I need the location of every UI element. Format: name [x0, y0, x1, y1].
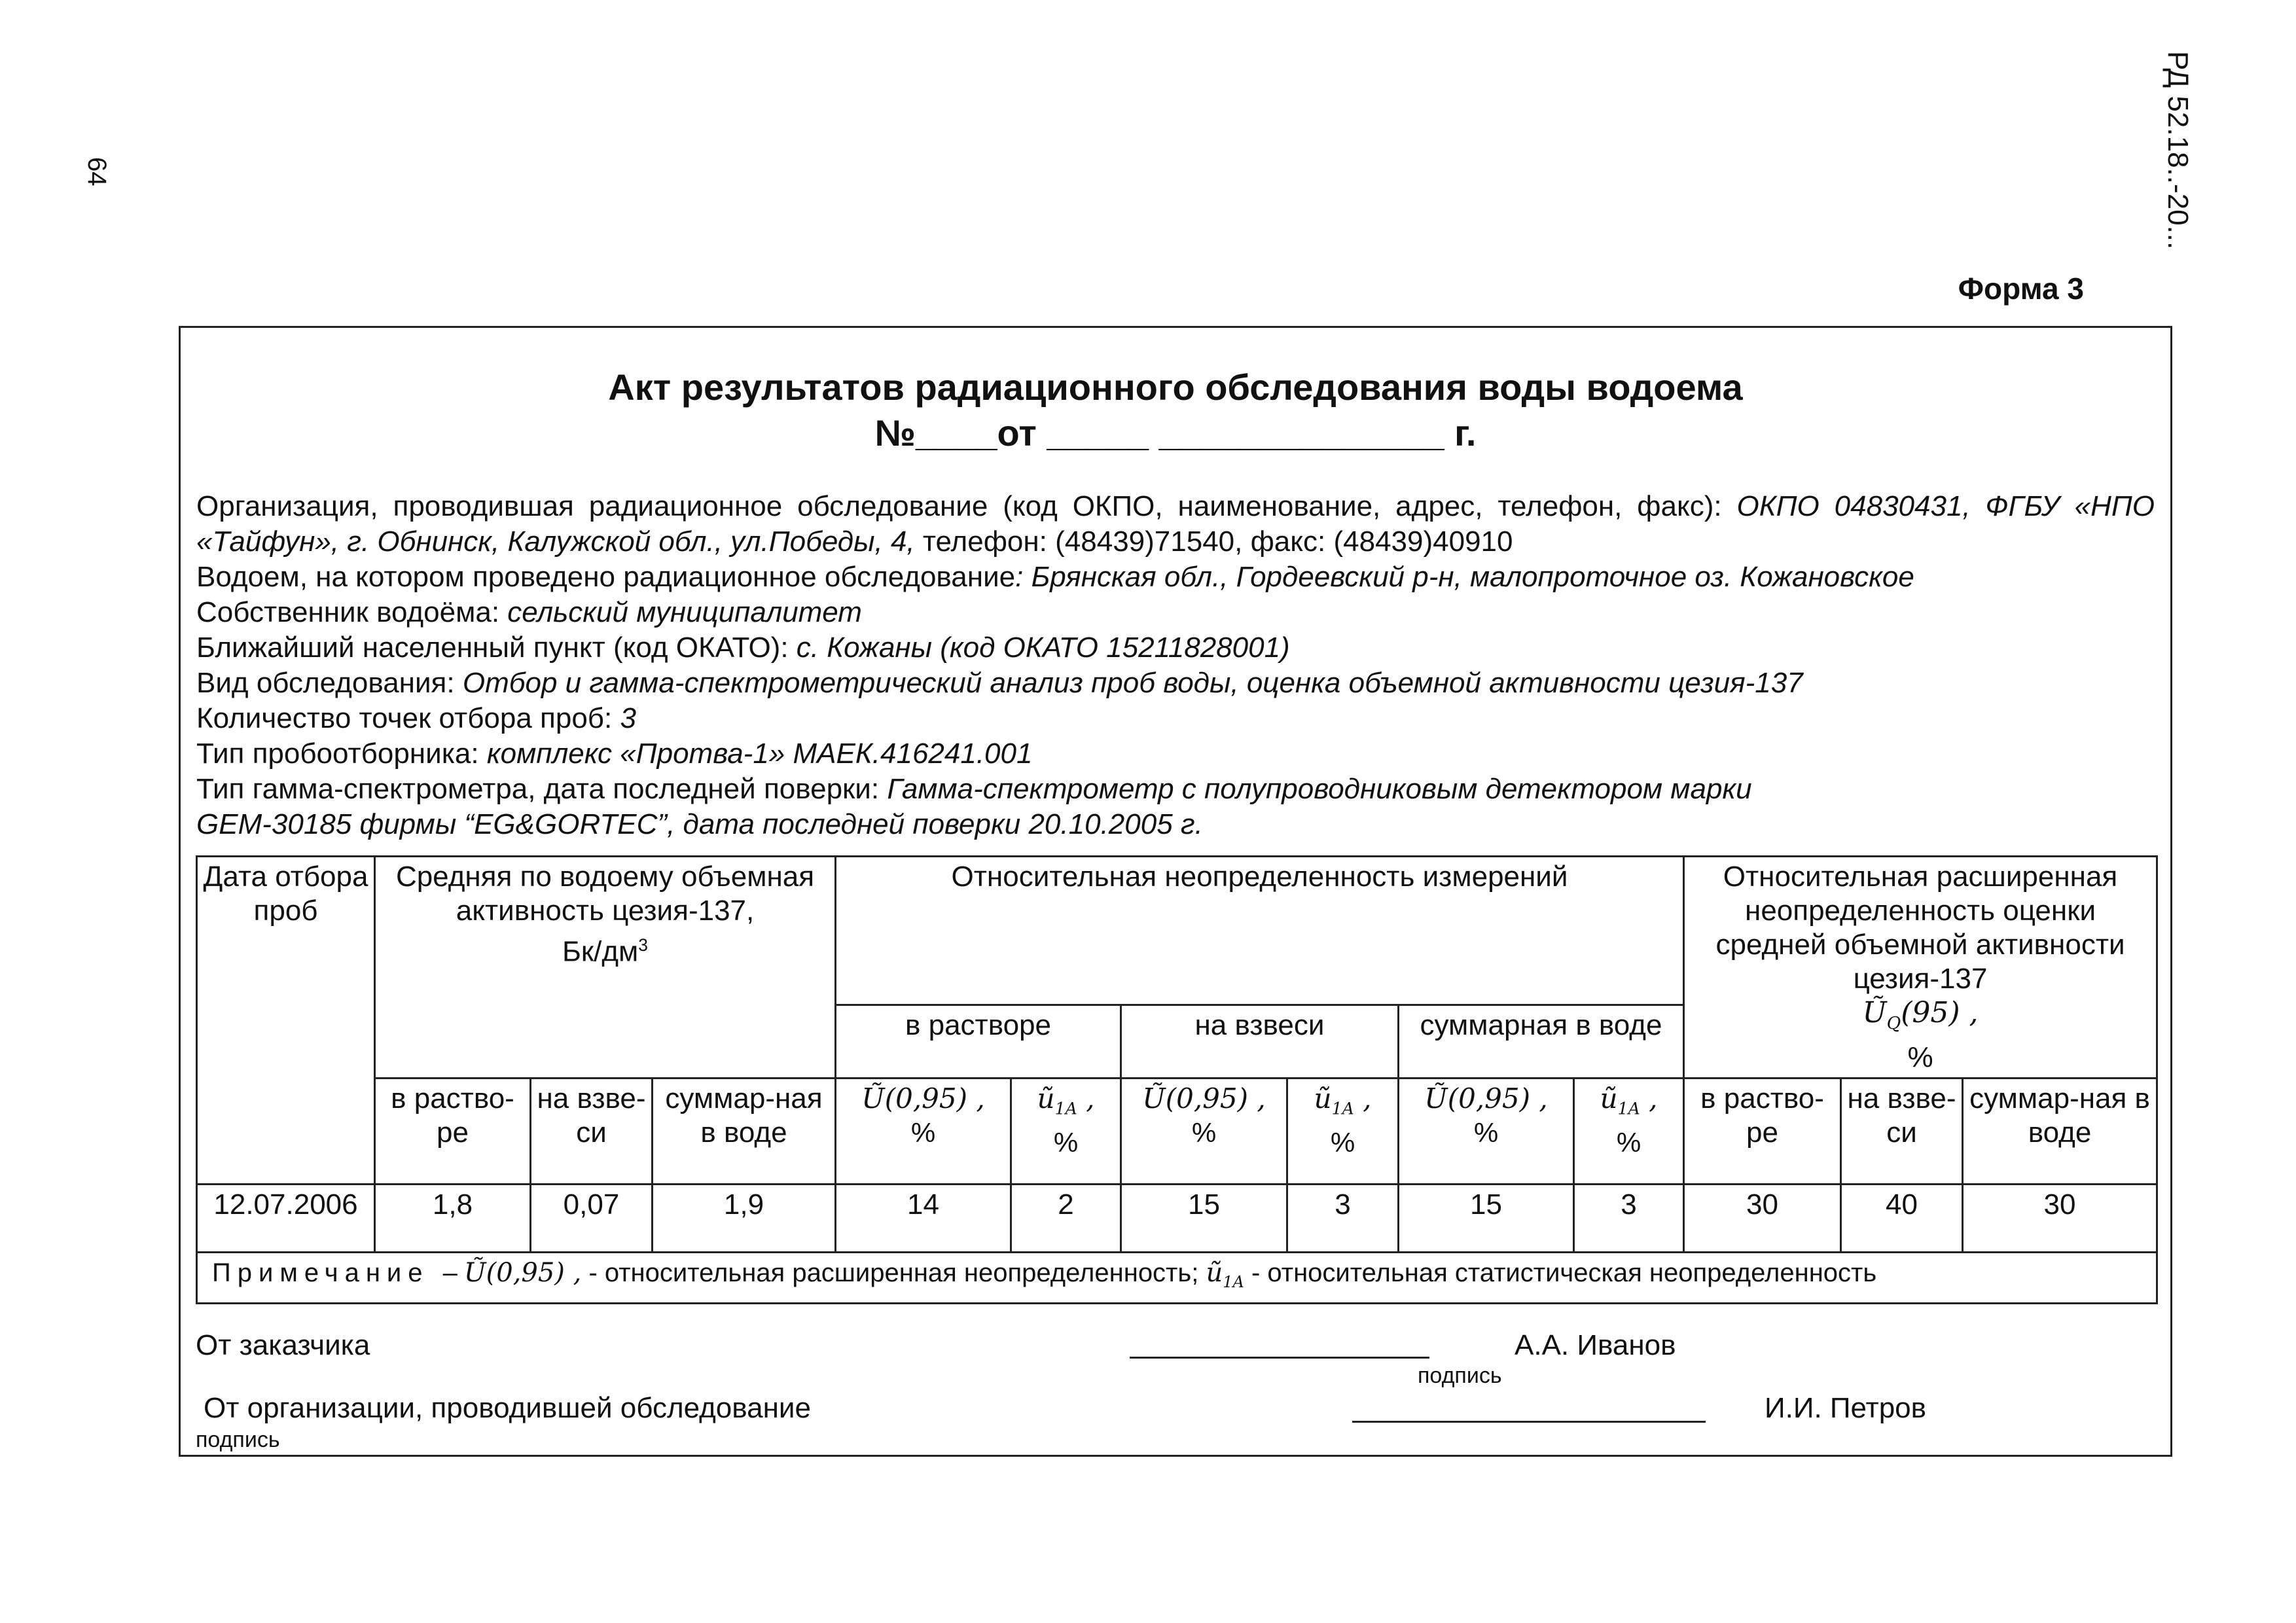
col-activity-solution: в раство-ре: [375, 1078, 531, 1184]
symbol-U-args: (0,95) ,: [486, 1258, 582, 1289]
symbol-U-args: (0,95) ,: [1165, 1082, 1266, 1115]
customer-signature-line: [1130, 1357, 1429, 1359]
symbol-u: ũ: [1600, 1082, 1618, 1115]
organization-row: [196, 489, 2155, 560]
organization-signature-label: От организации, проводившей обследование: [204, 1392, 811, 1424]
symbol-U-args: (0,95) ,: [884, 1082, 985, 1115]
sampler-row: [196, 736, 2155, 772]
cell-date: 12.07.2006: [197, 1184, 375, 1252]
page-number: 64: [82, 157, 111, 187]
subheader-suspension: на взвеси: [1121, 1005, 1399, 1079]
owner-label: Собственник водоёма:: [196, 596, 500, 628]
header-mean-activity-unit: [380, 928, 831, 969]
col-activity-suspension: на взве-си: [531, 1078, 653, 1184]
symbol-u-tail: ,: [1354, 1082, 1372, 1115]
header-expanded-uncertainty-text: Относительная расширенная неопределенность оценки средней объемной активности цезия-137: [1715, 861, 2125, 995]
survey-type-label: Вид обследования:: [196, 667, 455, 699]
percent-sign: %: [1473, 1116, 1499, 1148]
table-row: [197, 1184, 2157, 1252]
organization-phone-label: телефон:: [922, 526, 1047, 558]
act-title: [181, 365, 2170, 456]
header-sample-date: Дата отбора проб: [197, 857, 375, 1185]
owner-row: [196, 595, 2155, 630]
cell-solution-u: 2: [1011, 1184, 1121, 1252]
symbol-U: Ũ: [861, 1082, 885, 1115]
col-suspension-u: [1287, 1078, 1399, 1184]
water-body-label: Водоем, на котором проведено радиационное обследование: [196, 561, 1016, 593]
act-number-date-line: №____от _____ ______________ г.: [874, 412, 1477, 454]
organization-signature-caption: подпись: [196, 1427, 280, 1452]
cell-suspension-u: 3: [1287, 1184, 1399, 1252]
col-total-U: [1399, 1078, 1574, 1184]
note-text-expanded: - относительная расширенная неопределенность;: [588, 1258, 1199, 1288]
cell-activity-total: 1,9: [653, 1184, 836, 1252]
cell-expanded-solution: 30: [1684, 1184, 1841, 1252]
symbol-U: Ũ: [1424, 1082, 1448, 1115]
cell-solution-U: 14: [836, 1184, 1011, 1252]
settlement-label: Ближайший населенный пункт (код ОКАТО):: [196, 632, 789, 664]
col-expanded-suspension: на взве-си: [1841, 1078, 1963, 1184]
symbol-u-subscript: 1A: [1223, 1273, 1244, 1292]
sample-points-row: [196, 701, 2155, 736]
symbol-U-subscript: Q: [1886, 1012, 1901, 1033]
sampler-label: Тип пробоотборника:: [196, 738, 479, 770]
owner-value: сельский муниципалитет: [507, 596, 862, 628]
header-expanded-formula: [1689, 996, 2152, 1041]
symbol-U-args: (95) ,: [1901, 996, 1979, 1029]
symbol-u-subscript: 1A: [1054, 1099, 1077, 1118]
act-form-frame: [179, 326, 2172, 1457]
header-mean-activity: [375, 857, 836, 1079]
percent-sign: %: [1330, 1127, 1355, 1158]
percent-sign: %: [910, 1116, 936, 1148]
organization-fax-label: факс:: [1250, 526, 1326, 558]
settlement-value: с. Кожаны (код ОКАТО 15211828001): [796, 632, 1290, 664]
col-solution-u: [1011, 1078, 1121, 1184]
organization-phone: (48439)71540,: [1055, 526, 1243, 558]
cell-total-u: 3: [1574, 1184, 1684, 1252]
symbol-u: ũ: [1206, 1258, 1223, 1289]
spectrometer-value-line1: Гамма-спектрометр с полупроводниковым детектором марки: [887, 773, 1752, 805]
organization-fax: (48439)40910: [1333, 526, 1513, 558]
percent-sign: %: [1053, 1127, 1079, 1158]
header-relative-uncertainty: Относительная неопределенность измерений: [836, 857, 1684, 1005]
header-mean-activity-text: Средняя по водоему объемная активность цезия-137,: [395, 861, 815, 927]
organization-signature-line: [1352, 1421, 1706, 1423]
table-note: [197, 1252, 2157, 1303]
subheader-total: суммарная в воде: [1399, 1005, 1684, 1079]
subheader-solution: в растворе: [836, 1005, 1121, 1079]
header-expanded-uncertainty: [1684, 857, 2157, 1079]
symbol-U-args: (0,95) ,: [1447, 1082, 1548, 1115]
sample-points-label: Количество точек отбора проб:: [196, 702, 613, 734]
symbol-u: ũ: [1037, 1082, 1055, 1115]
survey-type-row: [196, 666, 2155, 701]
organization-value: ОКПО 04830431, ФГБУ «НПО «Тайфун», г. Обнинск, Калужской обл., ул.Победы, 4,: [196, 490, 2155, 558]
symbol-u-subscript: 1A: [1331, 1099, 1354, 1118]
symbol-U: Ũ: [1142, 1082, 1166, 1115]
header-expanded-percent: %: [1907, 1041, 1933, 1073]
survey-type-value: Отбор и гамма-спектрометрический анализ проб воды, оценка объемной активности цезия-137: [462, 667, 1803, 699]
results-table: [196, 855, 2158, 1304]
sampler-value: комплекс «Протва-1» МАЕК.416241.001: [486, 738, 1033, 770]
symbol-u-tail: ,: [1077, 1082, 1095, 1115]
symbol-U: Ũ: [1862, 996, 1887, 1029]
settlement-row: [196, 630, 2155, 666]
symbol-u-tail: ,: [1640, 1082, 1658, 1115]
organization-signer-name: И.И. Петров: [1765, 1392, 1927, 1424]
col-expanded-solution: в раство-ре: [1684, 1078, 1841, 1184]
spectrometer-value-line2: GEM-30185 фирмы “EG&GORTEC”, дата последней поверки 20.10.2005 г.: [196, 808, 1203, 840]
percent-sign: %: [1191, 1116, 1217, 1148]
note-label: Примечание –: [212, 1258, 464, 1288]
col-activity-total: суммар-ная в воде: [653, 1078, 836, 1184]
col-total-u: [1574, 1078, 1684, 1184]
spectrometer-row-continued: [196, 807, 2155, 842]
cell-suspension-U: 15: [1121, 1184, 1287, 1252]
act-title-line1: Акт результатов радиационного обследования воды водоема: [608, 366, 1743, 408]
customer-signature-caption: подпись: [1418, 1363, 1502, 1388]
cell-expanded-total: 30: [1963, 1184, 2157, 1252]
cell-activity-solution: 1,8: [375, 1184, 531, 1252]
unit-exponent: 3: [638, 935, 648, 955]
act-info-block: [196, 489, 2155, 842]
document-code: РД 52.18..-20...: [2162, 51, 2194, 250]
spectrometer-row: [196, 772, 2155, 807]
organization-label: Организация, проводившая радиационное обследование (код ОКПО, наименование, адрес, телефон, факс):: [196, 490, 1722, 522]
col-suspension-U: [1121, 1078, 1287, 1184]
spectrometer-label: Тип гамма-спектрометра, дата последней поверки:: [196, 773, 880, 805]
customer-signature-label: От заказчика: [196, 1329, 370, 1361]
cell-expanded-suspension: 40: [1841, 1184, 1963, 1252]
col-solution-U: [836, 1078, 1011, 1184]
note-text-statistical: - относительная статистическая неопределенность: [1251, 1258, 1877, 1288]
customer-name: А.А. Иванов: [1515, 1329, 1676, 1361]
cell-total-U: 15: [1399, 1184, 1574, 1252]
symbol-U: Ũ: [463, 1258, 486, 1289]
unit-text: Бк/дм: [562, 935, 639, 968]
symbol-u: ũ: [1314, 1082, 1332, 1115]
col-expanded-total: суммар-ная в воде: [1963, 1078, 2157, 1184]
water-body-value: : Брянская обл., Гордеевский р-н, малопроточное оз. Кожановское: [1015, 561, 1914, 593]
cell-activity-suspension: 0,07: [531, 1184, 653, 1252]
percent-sign: %: [1616, 1127, 1641, 1158]
water-body-row: [196, 560, 2155, 595]
symbol-u-subscript: 1A: [1617, 1099, 1640, 1118]
form-label: Форма 3: [1958, 272, 2084, 306]
sample-points-value: 3: [620, 702, 636, 734]
